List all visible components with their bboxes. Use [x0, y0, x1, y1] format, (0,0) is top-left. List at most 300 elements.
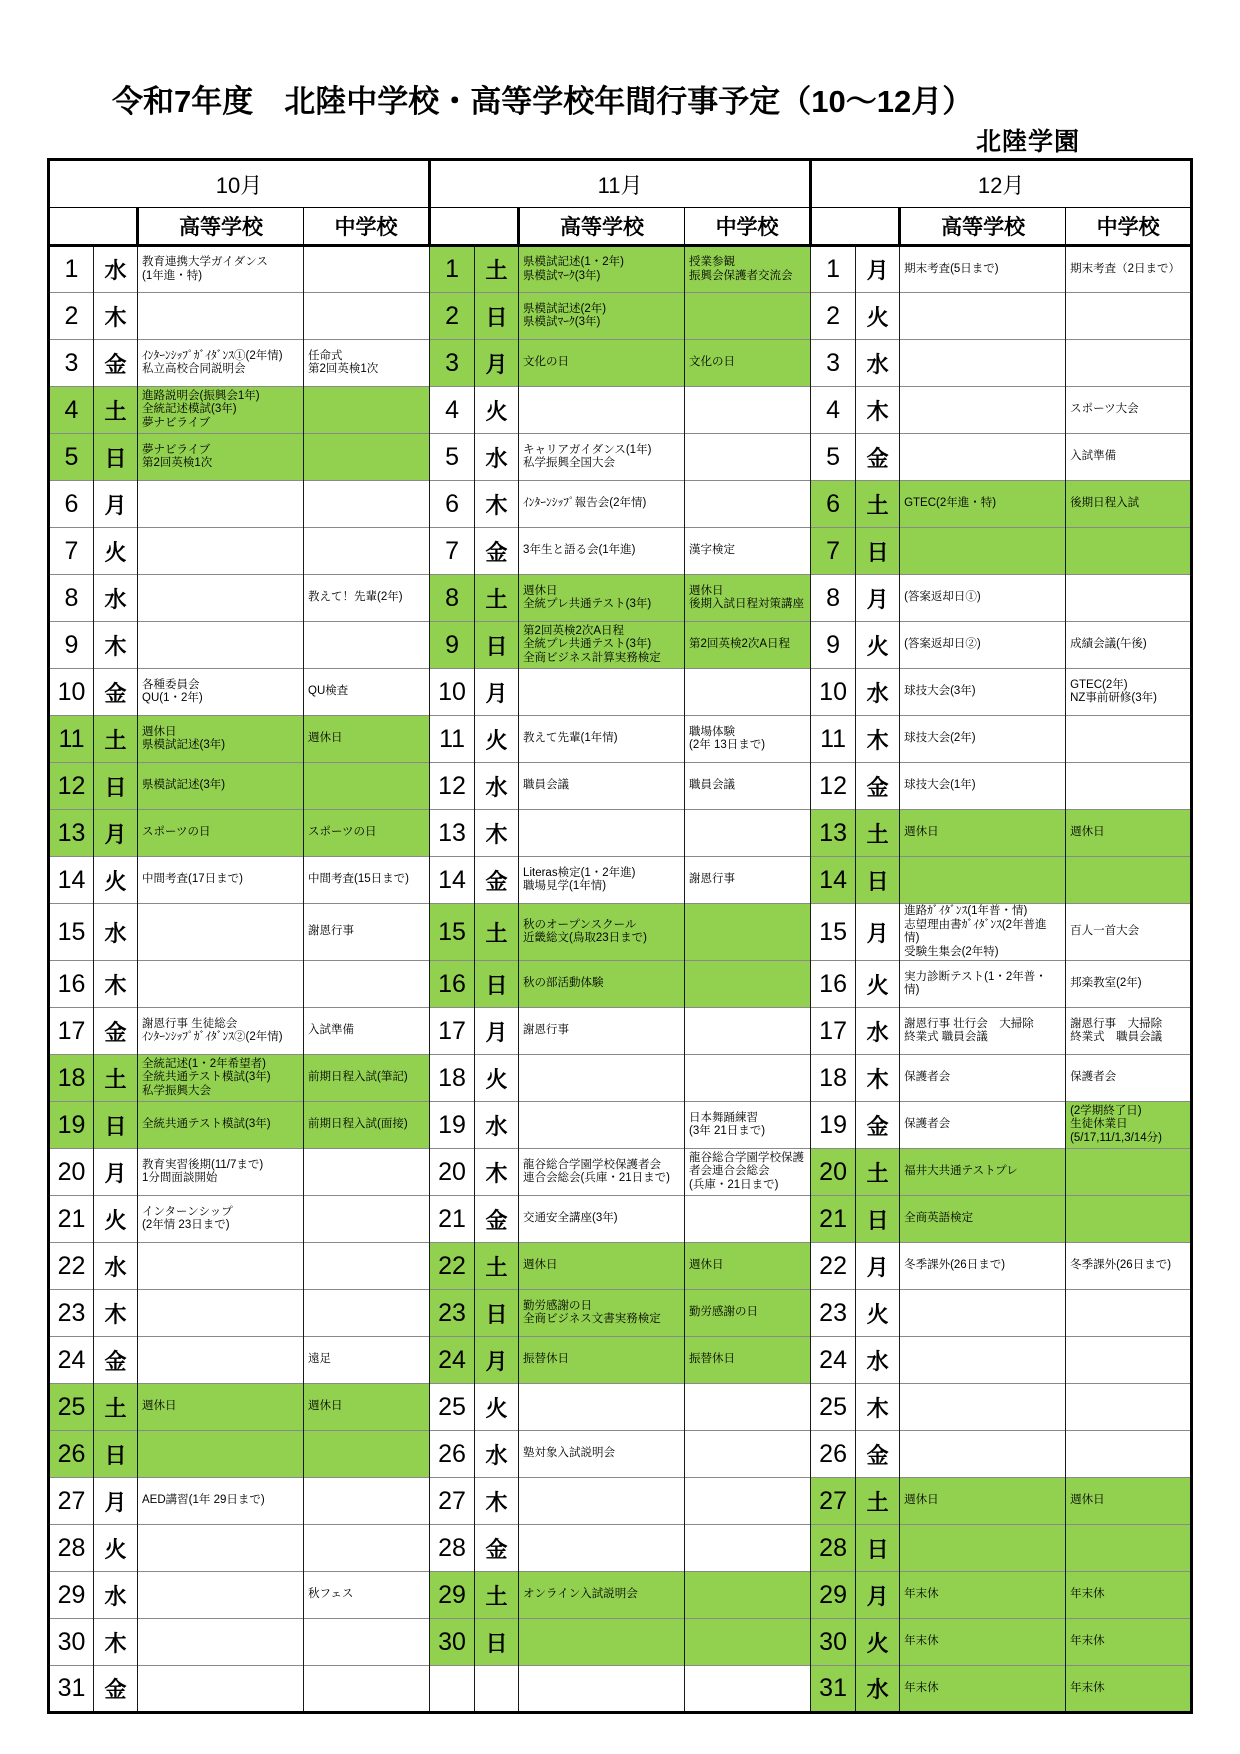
junior-high-event-cell: 秋フェス [304, 1572, 430, 1619]
high-school-event-cell: キャリアガイダンス(1年) 私学振興全国大会 [519, 434, 685, 481]
day-of-week-cell: 月 [475, 340, 519, 387]
high-school-event-cell: 勤労感謝の日 全商ビジネス文書実務検定 [519, 1290, 685, 1337]
date-cell: 19 [811, 1102, 856, 1149]
day-of-week-cell: 木 [94, 961, 138, 1008]
day-of-week-cell: 水 [475, 1102, 519, 1149]
date-cell: 19 [49, 1102, 94, 1149]
high-school-event-cell: 教育連携大学ガイダンス (1年進・特) [138, 246, 304, 293]
day-of-week-cell: 木 [475, 1149, 519, 1196]
date-cell: 10 [430, 669, 475, 716]
high-school-event-cell: 週休日 [138, 1384, 304, 1431]
day-of-week-cell: 水 [475, 1431, 519, 1478]
junior-high-event-cell: 教えて！先輩(2年) [304, 575, 430, 622]
day-of-week-cell: 金 [94, 1008, 138, 1055]
junior-high-event-cell: 週休日 [1066, 810, 1192, 857]
day-of-week-cell: 火 [856, 961, 900, 1008]
date-cell: 23 [49, 1290, 94, 1337]
high-school-event-cell: 全統共通テスト模試(3年) [138, 1102, 304, 1149]
day-of-week-cell: 月 [856, 904, 900, 961]
day-of-week-cell: 金 [856, 1431, 900, 1478]
day-of-week-cell: 水 [475, 434, 519, 481]
junior-high-event-cell [1066, 1431, 1192, 1478]
high-school-event-cell [138, 1572, 304, 1619]
day-of-week-cell: 土 [94, 1384, 138, 1431]
day-of-week-cell: 日 [475, 622, 519, 669]
junior-high-event-cell: 邦楽教室(2年) [1066, 961, 1192, 1008]
high-school-event-cell: 交通安全講座(3年) [519, 1196, 685, 1243]
day-of-week-cell: 水 [94, 1572, 138, 1619]
junior-high-event-cell [685, 1525, 811, 1572]
junior-high-event-cell: 前期日程入試(面接) [304, 1102, 430, 1149]
day-of-week-cell: 日 [856, 528, 900, 575]
date-cell: 24 [811, 1337, 856, 1384]
high-school-event-cell [519, 810, 685, 857]
date-cell: 22 [49, 1243, 94, 1290]
date-cell: 28 [49, 1525, 94, 1572]
high-school-event-cell: 塾対象入試説明会 [519, 1431, 685, 1478]
high-school-event-cell: 振替休日 [519, 1337, 685, 1384]
junior-high-event-cell: 冬季課外(26日まで) [1066, 1243, 1192, 1290]
high-school-event-cell [138, 904, 304, 961]
junior-high-event-cell [685, 1431, 811, 1478]
high-school-event-cell [138, 1666, 304, 1713]
day-of-week-cell: 木 [856, 1055, 900, 1102]
junior-high-event-cell: 週休日 [304, 716, 430, 763]
high-school-event-cell: 週休日 [519, 1243, 685, 1290]
high-school-header: 高等学校 [138, 208, 304, 246]
date-cell: 5 [811, 434, 856, 481]
date-cell: 24 [430, 1337, 475, 1384]
date-cell: 18 [49, 1055, 94, 1102]
day-of-week-cell: 火 [94, 1525, 138, 1572]
high-school-event-cell: AED講習(1年 29日まで) [138, 1478, 304, 1525]
high-school-event-cell: 週休日 全統プレ共通テスト(3年) [519, 575, 685, 622]
junior-high-event-cell [1066, 1337, 1192, 1384]
junior-high-event-cell [1066, 1384, 1192, 1431]
date-cell: 16 [430, 961, 475, 1008]
junior-high-event-cell: GTEC(2年) NZ事前研修(3年) [1066, 669, 1192, 716]
high-school-event-cell [138, 1337, 304, 1384]
calendar-row-9 [49, 622, 1192, 669]
high-school-event-cell [900, 857, 1066, 904]
date-cell: 1 [49, 246, 94, 293]
calendar-row-30 [49, 1619, 1192, 1666]
junior-high-header: 中学校 [1066, 208, 1192, 246]
day-of-week-cell: 土 [475, 575, 519, 622]
calendar-row-23 [49, 1290, 1192, 1337]
calendar-row-6 [49, 481, 1192, 528]
day-of-week-cell: 火 [856, 622, 900, 669]
junior-high-event-cell [304, 1478, 430, 1525]
high-school-event-cell: 実力診断テスト(1・2年普・情) [900, 961, 1066, 1008]
date-cell: 7 [49, 528, 94, 575]
high-school-event-cell: 謝恩行事 [519, 1008, 685, 1055]
junior-high-event-cell: 漢字検定 [685, 528, 811, 575]
high-school-event-cell: 福井大共通テストプレ [900, 1149, 1066, 1196]
junior-high-event-cell [1066, 528, 1192, 575]
junior-high-event-cell: 週休日 [685, 1243, 811, 1290]
high-school-event-cell: 秋のオープンスクール 近畿総文(鳥取23日まで) [519, 904, 685, 961]
day-of-week-cell: 金 [475, 1196, 519, 1243]
date-cell: 15 [49, 904, 94, 961]
junior-high-event-cell [304, 1666, 430, 1713]
date-cell: 30 [49, 1619, 94, 1666]
day-of-week-cell: 月 [94, 481, 138, 528]
high-school-event-cell [900, 340, 1066, 387]
day-of-week-cell: 日 [475, 1290, 519, 1337]
high-school-event-cell [900, 528, 1066, 575]
day-of-week-cell: 木 [856, 1384, 900, 1431]
high-school-event-cell [138, 1431, 304, 1478]
day-of-week-cell: 木 [94, 1290, 138, 1337]
junior-high-event-cell [685, 434, 811, 481]
day-of-week-cell: 火 [94, 857, 138, 904]
high-school-event-cell: 全商英語検定 [900, 1196, 1066, 1243]
date-cell: 20 [430, 1149, 475, 1196]
junior-high-event-cell: 入試準備 [304, 1008, 430, 1055]
high-school-event-cell [900, 1384, 1066, 1431]
junior-high-header: 中学校 [304, 208, 430, 246]
day-of-week-cell: 月 [94, 1478, 138, 1525]
date-cell: 4 [811, 387, 856, 434]
date-cell: 24 [49, 1337, 94, 1384]
day-of-week-cell: 火 [475, 716, 519, 763]
day-of-week-cell: 木 [475, 810, 519, 857]
high-school-event-cell: インターンシップ (2年情 23日まで) [138, 1196, 304, 1243]
day-of-week-cell: 火 [475, 387, 519, 434]
junior-high-event-cell: 中間考査(15日まで) [304, 857, 430, 904]
date-cell: 10 [49, 669, 94, 716]
day-of-week-cell: 月 [94, 810, 138, 857]
date-cell: 28 [430, 1525, 475, 1572]
date-cell: 12 [430, 763, 475, 810]
junior-high-event-cell [1066, 763, 1192, 810]
high-school-event-cell: 教育実習後期(11/7まで) 1分間面談開始 [138, 1149, 304, 1196]
high-school-event-cell [900, 434, 1066, 481]
day-of-week-cell: 日 [475, 293, 519, 340]
junior-high-event-cell [685, 293, 811, 340]
date-cell: 4 [430, 387, 475, 434]
high-school-event-cell: 龍谷総合学園学校保護者会 連合会総会(兵庫・21日まで) [519, 1149, 685, 1196]
calendar-row-27 [49, 1478, 1192, 1525]
calendar-header [49, 160, 1192, 246]
junior-high-event-cell [1066, 293, 1192, 340]
date-cell: 13 [49, 810, 94, 857]
day-of-week-cell: 水 [94, 904, 138, 961]
date-cell: 6 [811, 481, 856, 528]
day-of-week-cell: 水 [856, 1666, 900, 1713]
junior-high-event-cell: 文化の日 [685, 340, 811, 387]
high-school-event-cell: 保護者会 [900, 1055, 1066, 1102]
day-of-week-cell: 日 [856, 1196, 900, 1243]
date-cell: 27 [430, 1478, 475, 1525]
calendar-row-19 [49, 1102, 1192, 1149]
day-of-week-cell: 月 [856, 575, 900, 622]
high-school-event-cell: ｲﾝﾀｰﾝｼｯﾌﾟ報告会(2年情) [519, 481, 685, 528]
junior-high-event-cell: 週休日 後期入試日程対策講座 [685, 575, 811, 622]
junior-high-event-cell: 保護者会 [1066, 1055, 1192, 1102]
date-cell: 18 [430, 1055, 475, 1102]
day-of-week-cell: 日 [475, 1619, 519, 1666]
calendar-row-5 [49, 434, 1192, 481]
month-header-12月: 12月 [811, 160, 1192, 208]
junior-high-event-cell [685, 387, 811, 434]
calendar-row-12 [49, 763, 1192, 810]
calendar-row-2 [49, 293, 1192, 340]
day-of-week-cell: 月 [475, 1337, 519, 1384]
date-cell: 12 [811, 763, 856, 810]
calendar-row-8 [49, 575, 1192, 622]
high-school-event-cell [900, 1337, 1066, 1384]
high-school-event-cell [138, 622, 304, 669]
day-of-week-cell: 土 [475, 246, 519, 293]
day-of-week-cell: 木 [475, 1478, 519, 1525]
high-school-header: 高等学校 [900, 208, 1066, 246]
high-school-event-cell [900, 1525, 1066, 1572]
junior-high-event-cell: 振替休日 [685, 1337, 811, 1384]
high-school-event-cell: 3年生と語る会(1年進) [519, 528, 685, 575]
junior-high-event-cell [304, 1243, 430, 1290]
calendar-row-31 [49, 1666, 1192, 1713]
day-of-week-cell: 木 [856, 387, 900, 434]
date-cell: 8 [811, 575, 856, 622]
day-of-week-cell: 金 [94, 340, 138, 387]
day-of-week-cell: 水 [856, 1008, 900, 1055]
day-of-week-cell: 土 [475, 1243, 519, 1290]
day-of-week-cell: 土 [94, 1055, 138, 1102]
date-cell: 22 [811, 1243, 856, 1290]
day-of-week-cell: 土 [475, 904, 519, 961]
junior-high-event-cell [304, 293, 430, 340]
date-cell: 6 [430, 481, 475, 528]
day-of-week-cell: 金 [475, 857, 519, 904]
date-cell: 26 [430, 1431, 475, 1478]
junior-high-event-cell: 百人一首大会 [1066, 904, 1192, 961]
high-school-event-cell [519, 1384, 685, 1431]
day-of-week-cell: 金 [94, 1666, 138, 1713]
high-school-event-cell: 中間考査(17日まで) [138, 857, 304, 904]
date-cell: 7 [430, 528, 475, 575]
junior-high-event-cell: 期末考査（2日まで） [1066, 246, 1192, 293]
date-cell: 2 [430, 293, 475, 340]
high-school-event-cell [519, 1619, 685, 1666]
junior-high-event-cell [304, 246, 430, 293]
day-of-week-cell: 火 [94, 528, 138, 575]
date-cell: 20 [811, 1149, 856, 1196]
junior-high-event-cell [304, 387, 430, 434]
date-cell: 11 [430, 716, 475, 763]
date-cell: 30 [811, 1619, 856, 1666]
junior-high-event-cell [1066, 1196, 1192, 1243]
date-cell: 7 [811, 528, 856, 575]
high-school-event-cell: GTEC(2年進・特) [900, 481, 1066, 528]
junior-high-event-cell: 遠足 [304, 1337, 430, 1384]
high-school-event-cell: 第2回英検2次A日程 全統プレ共通テスト(3年) 全商ビジネス計算実務検定 [519, 622, 685, 669]
date-cell: 26 [49, 1431, 94, 1478]
date-cell: 14 [811, 857, 856, 904]
day-of-week-cell: 月 [856, 246, 900, 293]
date-cell: 31 [49, 1666, 94, 1713]
junior-high-event-cell: スポーツ大会 [1066, 387, 1192, 434]
day-of-week-cell: 月 [475, 669, 519, 716]
junior-high-event-cell [685, 961, 811, 1008]
high-school-event-cell [138, 293, 304, 340]
date-cell: 8 [49, 575, 94, 622]
calendar-row-24 [49, 1337, 1192, 1384]
day-of-week-cell: 日 [94, 1102, 138, 1149]
day-of-week-cell: 土 [856, 481, 900, 528]
high-school-event-cell: 各種委員会 QU(1・2年) [138, 669, 304, 716]
high-school-event-cell: 年末休 [900, 1619, 1066, 1666]
day-of-week-cell: 金 [475, 528, 519, 575]
day-of-week-cell: 金 [475, 1525, 519, 1572]
high-school-header: 高等学校 [519, 208, 685, 246]
junior-high-event-cell: (2学期終了日) 生徒休業日 (5/17,11/1,3/14分) [1066, 1102, 1192, 1149]
junior-high-event-cell: 年末休 [1066, 1666, 1192, 1713]
high-school-event-cell: 県模試記述(2年) 県模試ﾏｰｸ(3年) [519, 293, 685, 340]
date-cell: 6 [49, 481, 94, 528]
junior-high-event-cell: 入試準備 [1066, 434, 1192, 481]
date-cell: 11 [811, 716, 856, 763]
page-title: 令和7年度 北陸中学校・高等学校年間行事予定（10～12月） [112, 84, 974, 119]
high-school-event-cell: 期末考査(5日まで) [900, 246, 1066, 293]
day-of-week-cell: 日 [94, 763, 138, 810]
calendar-row-18 [49, 1055, 1192, 1102]
school-header-row [49, 208, 1192, 246]
junior-high-event-cell [1066, 340, 1192, 387]
high-school-event-cell: 年末休 [900, 1666, 1066, 1713]
day-of-week-cell: 火 [856, 1290, 900, 1337]
junior-high-event-cell [685, 1478, 811, 1525]
day-of-week-cell: 金 [856, 434, 900, 481]
junior-high-event-cell [1066, 716, 1192, 763]
day-of-week-cell: 金 [94, 1337, 138, 1384]
date-cell: 16 [49, 961, 94, 1008]
junior-high-event-cell [304, 1525, 430, 1572]
high-school-event-cell: 秋の部活動体験 [519, 961, 685, 1008]
date-cell: 26 [811, 1431, 856, 1478]
day-of-week-cell: 土 [856, 1478, 900, 1525]
date-cell: 14 [49, 857, 94, 904]
high-school-event-cell: 文化の日 [519, 340, 685, 387]
high-school-event-cell: スポーツの日 [138, 810, 304, 857]
day-of-week-cell: 金 [856, 1102, 900, 1149]
date-cell [430, 1666, 475, 1713]
junior-high-event-cell [685, 669, 811, 716]
high-school-event-cell [519, 1102, 685, 1149]
date-cell: 23 [811, 1290, 856, 1337]
high-school-event-cell: (答案返却日①) [900, 575, 1066, 622]
date-cell: 13 [811, 810, 856, 857]
date-cell: 1 [430, 246, 475, 293]
date-cell: 29 [811, 1572, 856, 1619]
day-of-week-cell: 土 [475, 1572, 519, 1619]
junior-high-event-cell [304, 434, 430, 481]
date-cell: 19 [430, 1102, 475, 1149]
date-cell: 13 [430, 810, 475, 857]
junior-high-event-cell: 成績会議(午後) [1066, 622, 1192, 669]
junior-high-event-cell: 週休日 [304, 1384, 430, 1431]
day-of-week-cell: 日 [856, 857, 900, 904]
day-of-week-cell: 金 [94, 669, 138, 716]
high-school-event-cell: (答案返却日②) [900, 622, 1066, 669]
high-school-event-cell [900, 1290, 1066, 1337]
high-school-event-cell: ｲﾝﾀｰﾝｼｯﾌﾟｶﾞｲﾀﾞﾝｽ①(2年情) 私立高校合同説明会 [138, 340, 304, 387]
calendar-row-14 [49, 857, 1192, 904]
day-of-week-cell: 火 [475, 1384, 519, 1431]
junior-high-event-cell [685, 1572, 811, 1619]
calendar-row-22 [49, 1243, 1192, 1290]
high-school-event-cell: 謝恩行事 生徒総会 ｲﾝﾀｰﾝｼｯﾌﾟｶﾞｲﾀﾞﾝｽ②(2年情) [138, 1008, 304, 1055]
high-school-event-cell: 球技大会(2年) [900, 716, 1066, 763]
junior-high-event-cell [1066, 1290, 1192, 1337]
high-school-event-cell [519, 387, 685, 434]
junior-high-event-cell: スポーツの日 [304, 810, 430, 857]
month-header-11月: 11月 [430, 160, 811, 208]
high-school-event-cell: 冬季課外(26日まで) [900, 1243, 1066, 1290]
calendar-row-7 [49, 528, 1192, 575]
calendar-row-1 [49, 246, 1192, 293]
high-school-event-cell [519, 1525, 685, 1572]
junior-high-event-cell [304, 481, 430, 528]
date-cell: 9 [49, 622, 94, 669]
junior-high-event-cell [304, 528, 430, 575]
date-cell: 25 [811, 1384, 856, 1431]
blank-header-cell [811, 208, 900, 246]
high-school-event-cell: 週休日 県模試記述(3年) [138, 716, 304, 763]
school-name: 北陸学園 [975, 128, 1080, 156]
high-school-event-cell: 県模試記述(1・2年) 県模試ﾏｰｸ(3年) [519, 246, 685, 293]
date-cell: 18 [811, 1055, 856, 1102]
day-of-week-cell: 火 [475, 1055, 519, 1102]
junior-high-event-cell: 前期日程入試(筆記) [304, 1055, 430, 1102]
junior-high-event-cell: 勤労感謝の日 [685, 1290, 811, 1337]
day-of-week-cell: 土 [94, 716, 138, 763]
junior-high-event-cell: 日本舞踊練習 (3年 21日まで) [685, 1102, 811, 1149]
date-cell: 11 [49, 716, 94, 763]
day-of-week-cell: 木 [94, 1619, 138, 1666]
high-school-event-cell [138, 1525, 304, 1572]
date-cell: 27 [49, 1478, 94, 1525]
date-cell: 3 [49, 340, 94, 387]
high-school-event-cell: 保護者会 [900, 1102, 1066, 1149]
day-of-week-cell: 水 [94, 246, 138, 293]
day-of-week-cell: 木 [94, 622, 138, 669]
junior-high-event-cell: 授業参観 振興会保護者交流会 [685, 246, 811, 293]
high-school-event-cell [138, 1243, 304, 1290]
calendar-table [47, 158, 1193, 1714]
junior-high-event-cell: 年末休 [1066, 1619, 1192, 1666]
date-cell: 1 [811, 246, 856, 293]
high-school-event-cell: オンライン入試説明会 [519, 1572, 685, 1619]
high-school-event-cell [138, 1619, 304, 1666]
calendar-row-28 [49, 1525, 1192, 1572]
date-cell: 3 [811, 340, 856, 387]
day-of-week-cell: 月 [856, 1572, 900, 1619]
date-cell: 27 [811, 1478, 856, 1525]
day-of-week-cell: 水 [94, 1243, 138, 1290]
date-cell: 29 [430, 1572, 475, 1619]
day-of-week-cell: 月 [475, 1008, 519, 1055]
high-school-event-cell [138, 575, 304, 622]
calendar-row-3 [49, 340, 1192, 387]
day-of-week-cell: 日 [475, 961, 519, 1008]
high-school-event-cell [138, 528, 304, 575]
junior-high-event-cell [685, 1666, 811, 1713]
date-cell: 22 [430, 1243, 475, 1290]
junior-high-event-cell [685, 1384, 811, 1431]
high-school-event-cell: 県模試記述(3年) [138, 763, 304, 810]
